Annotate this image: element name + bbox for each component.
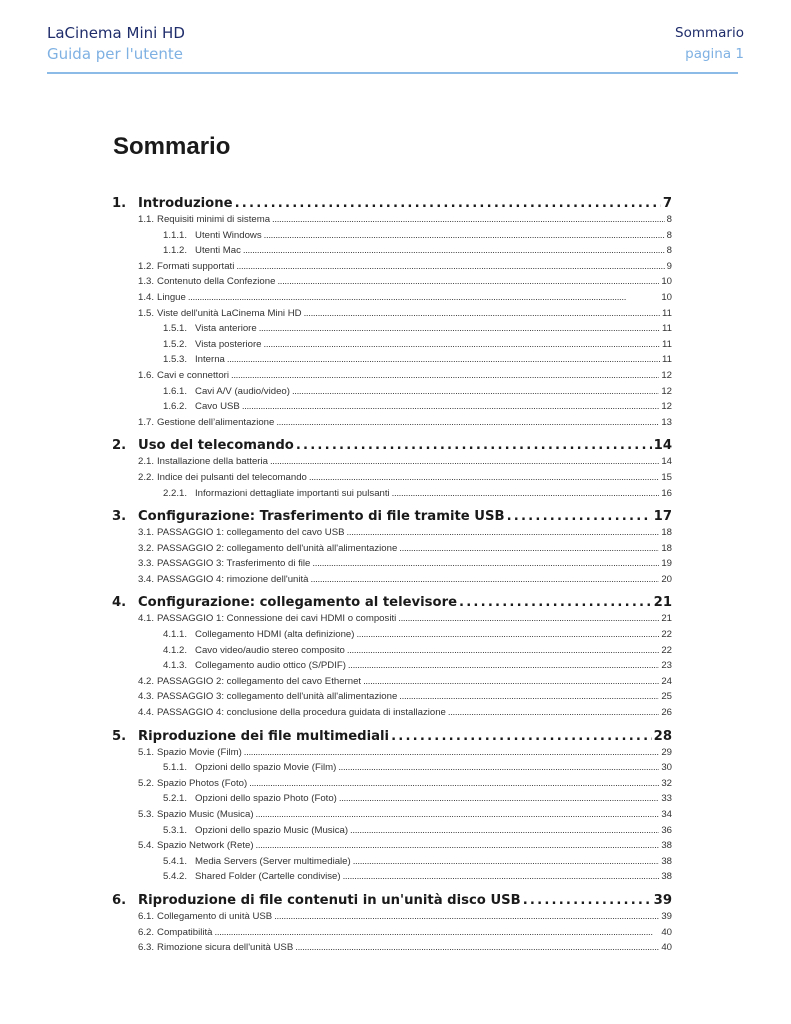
toc-entry-title: Riproduzione di file contenuti in un'unità disco USB	[138, 892, 521, 908]
toc-entry[interactable]	[112, 415, 672, 431]
toc-entry-title: PASSAGGIO 2: collegamento del cavo Ethernet	[157, 675, 362, 687]
toc-entry-page: 11	[662, 323, 672, 335]
toc-dot-leader	[231, 368, 659, 384]
toc-entry-number: 1.5.1.	[163, 323, 188, 335]
toc-entry[interactable]	[112, 384, 672, 400]
toc-dot-leader	[188, 290, 660, 306]
toc-entry-number: 1.5.	[138, 307, 155, 319]
toc-entry-title: Opzioni dello spazio Photo (Foto)	[195, 793, 337, 805]
toc-entry-page: 11	[662, 354, 672, 366]
toc-entry-page: 38	[661, 855, 672, 867]
toc-dot-leader	[272, 212, 665, 228]
toc-entry-page: 8	[666, 229, 672, 241]
toc-entry-title: Utenti Mac	[195, 245, 241, 257]
toc-entry-number: 1.1.2.	[163, 245, 188, 257]
toc-entry[interactable]	[112, 259, 672, 275]
header-product-name: LaCinema Mini HD	[47, 24, 185, 42]
toc-entry-page: 11	[662, 338, 672, 350]
toc-entry-title: PASSAGGIO 1: Connessione dei cavi HDMI o compositi	[157, 613, 397, 625]
toc-entry[interactable]	[112, 643, 672, 659]
toc-dot-leader	[399, 541, 659, 557]
toc-entry-number: 5.2.1.	[163, 793, 188, 805]
toc-entry[interactable]	[112, 611, 672, 627]
toc-entry-page: 21	[661, 613, 672, 625]
toc-entry-page: 28	[653, 728, 672, 744]
toc-dot-leader	[244, 745, 660, 761]
toc-entry-title: PASSAGGIO 1: collegamento del cavo USB	[157, 527, 345, 539]
toc-entry-page: 12	[661, 385, 672, 397]
toc-entry[interactable]	[112, 838, 672, 854]
toc-chapter-entry[interactable]	[112, 595, 672, 611]
toc-entry-number: 1.4.	[138, 291, 155, 303]
toc-entry-number: 2.	[112, 438, 127, 454]
toc-entry-title: Opzioni dello spazio Music (Musica)	[195, 824, 349, 836]
toc-entry-title: Viste dell'unità LaCinema Mini HD	[157, 307, 302, 319]
toc-entry-title: PASSAGGIO 4: rimozione dell'unità	[157, 573, 309, 585]
toc-entry-number: 6.	[112, 892, 127, 908]
toc-entry-number: 3.1.	[138, 527, 155, 539]
toc-entry-page: 8	[666, 245, 672, 257]
toc-entry[interactable]	[112, 556, 672, 572]
toc-entry-number: 3.3.	[138, 558, 155, 570]
toc-entry-title: Compatibilità	[157, 926, 213, 938]
toc-dot-leader	[235, 196, 661, 212]
toc-entry-title: PASSAGGIO 4: conclusione della procedura guidata di installazione	[157, 707, 446, 719]
toc-entry-number: 6.3.	[138, 942, 155, 954]
toc-entry-page: 8	[666, 214, 672, 225]
toc-entry[interactable]	[112, 228, 672, 244]
toc-entry-page: 19	[661, 558, 672, 570]
toc-entry-number: 4.2.	[138, 675, 155, 687]
toc-entry-page: 21	[653, 595, 672, 611]
toc-chapter-entry[interactable]	[112, 509, 672, 525]
toc-entry-page: 40	[661, 942, 672, 954]
toc-entry-page: 22	[661, 629, 672, 641]
toc-entry[interactable]	[112, 572, 672, 588]
toc-entry[interactable]	[112, 869, 672, 885]
toc-entry-page: 13	[661, 416, 672, 428]
toc-entry-page: 40	[661, 926, 672, 938]
toc-entry-title: Lingue	[157, 291, 186, 303]
toc-entry-title: Utenti Windows	[195, 229, 262, 241]
header-page-number: pagina 1	[685, 46, 744, 62]
toc-entry-number: 1.5.2.	[163, 338, 188, 350]
toc-entry-title: Configurazione: Trasferimento di file tramite USB	[138, 509, 505, 525]
toc-entry-page: 24	[661, 675, 672, 687]
toc-entry[interactable]	[112, 274, 672, 290]
toc-entry-page: 38	[661, 840, 672, 852]
toc-entry-page: 12	[661, 369, 672, 381]
toc-entry[interactable]	[112, 909, 672, 925]
toc-entry-title: Cavi e connettori	[157, 369, 230, 381]
toc-entry[interactable]	[112, 925, 672, 941]
toc-dot-leader	[264, 337, 661, 353]
toc-entry-title: Cavo USB	[195, 401, 240, 413]
toc-entry-page: 14	[661, 456, 672, 468]
toc-dot-leader	[304, 306, 660, 322]
toc-entry-title: Introduzione	[138, 196, 233, 211]
toc-entry[interactable]	[112, 689, 672, 705]
toc-chapter-entry[interactable]	[112, 438, 672, 454]
toc-entry-title: Spazio Network (Rete)	[157, 840, 254, 852]
toc-entry-number: 4.1.	[138, 613, 155, 625]
toc-dot-leader	[343, 869, 660, 885]
toc-entry[interactable]	[112, 658, 672, 674]
toc-entry-page: 9	[666, 260, 672, 272]
toc-entry-number: 2.2.	[138, 471, 155, 483]
page-title: Sommario	[113, 133, 231, 160]
toc-dot-leader	[448, 705, 659, 721]
toc-entry-page: 22	[661, 644, 672, 656]
toc-dot-leader	[214, 925, 659, 941]
toc-entry-title: Cavi A/V (audio/video)	[195, 385, 290, 397]
toc-entry[interactable]	[112, 243, 672, 259]
toc-entry-number: 1.2.	[138, 260, 155, 272]
toc-entry-title: Gestione dell’alimentazione	[157, 416, 275, 428]
toc-entry-page: 39	[661, 910, 672, 922]
toc-entry-page: 18	[661, 527, 672, 539]
toc-entry-number: 5.4.2.	[163, 871, 188, 883]
toc-dot-leader	[259, 321, 660, 337]
toc-dot-leader	[292, 384, 659, 400]
toc-entry-number: 1.7.	[138, 416, 155, 428]
toc-dot-leader	[350, 823, 659, 839]
toc-entry-page: 15	[661, 471, 672, 483]
toc-entry-number: 3.	[112, 509, 127, 525]
toc-entry[interactable]	[112, 627, 672, 643]
toc-entry-number: 1.6.1.	[163, 385, 188, 397]
toc-dot-leader	[339, 791, 659, 807]
toc-dot-leader	[391, 729, 652, 745]
toc-entry-page: 14	[653, 438, 672, 454]
table-of-contents	[112, 196, 672, 956]
toc-entry-number: 1.	[112, 196, 127, 211]
toc-dot-leader	[356, 627, 659, 643]
toc-entry-page: 39	[653, 892, 672, 908]
header-guide-title: Guida per l'utente	[47, 45, 183, 63]
toc-entry[interactable]	[112, 306, 672, 322]
toc-dot-leader	[347, 525, 660, 541]
toc-entry-page: 10	[661, 291, 672, 303]
toc-dot-leader	[243, 243, 665, 259]
toc-dot-leader	[274, 909, 659, 925]
toc-entry-number: 4.3.	[138, 691, 155, 703]
toc-entry-number: 3.2.	[138, 542, 155, 554]
toc-entry-title: Collegamento HDMI (alta definizione)	[195, 629, 355, 641]
toc-entry-page: 34	[661, 809, 672, 820]
toc-dot-leader	[296, 438, 652, 454]
toc-entry[interactable]	[112, 541, 672, 557]
toc-entry-number: 5.	[112, 728, 127, 744]
toc-dot-leader	[270, 454, 659, 470]
toc-entry-title: PASSAGGIO 3: collegamento dell'unità all'alimentazione	[157, 691, 398, 703]
toc-entry-number: 5.1.	[138, 746, 155, 758]
toc-entry-page: 17	[653, 509, 672, 525]
toc-dot-leader	[399, 689, 659, 705]
toc-entry-number: 1.3.	[138, 276, 155, 288]
toc-entry-number: 1.6.	[138, 369, 155, 381]
toc-entry-number: 5.3.1.	[163, 824, 188, 836]
toc-entry-number: 2.1.	[138, 456, 155, 468]
toc-entry[interactable]	[112, 525, 672, 541]
toc-dot-leader	[277, 274, 659, 290]
toc-dot-leader	[353, 854, 660, 870]
toc-entry-title: Vista posteriore	[195, 338, 262, 350]
toc-entry-page: 16	[661, 487, 672, 499]
toc-dot-leader	[242, 399, 660, 415]
toc-entry-number: 4.4.	[138, 707, 155, 719]
toc-entry-title: Collegamento audio ottico (S/PDIF)	[195, 660, 346, 672]
toc-entry-page: 20	[661, 573, 672, 585]
toc-dot-leader	[256, 838, 660, 854]
toc-entry[interactable]	[112, 705, 672, 721]
toc-entry[interactable]	[112, 321, 672, 337]
toc-entry-number: 6.2.	[138, 926, 155, 938]
toc-entry-number: 4.1.1.	[163, 629, 188, 641]
toc-dot-leader	[256, 807, 660, 823]
toc-dot-leader	[236, 259, 664, 275]
toc-entry-title: Configurazione: collegamento al televisore	[138, 595, 458, 611]
toc-entry-page: 33	[661, 793, 672, 805]
header-divider	[47, 72, 738, 74]
toc-dot-leader	[264, 228, 665, 244]
toc-entry-page: 23	[661, 660, 672, 672]
toc-entry-title: Contenuto della Confezione	[157, 276, 276, 288]
toc-dot-leader	[348, 658, 659, 674]
toc-dot-leader	[309, 470, 659, 486]
toc-entry[interactable]	[112, 486, 672, 502]
toc-entry-number: 4.	[112, 595, 127, 611]
toc-entry-page: 36	[661, 824, 672, 836]
toc-dot-leader	[312, 556, 659, 572]
toc-dot-leader	[276, 415, 659, 431]
toc-entry[interactable]	[112, 290, 672, 306]
toc-entry-number: 2.2.1.	[163, 487, 188, 499]
toc-entry-title: Vista anteriore	[195, 323, 257, 335]
toc-entry-number: 4.1.2.	[163, 644, 188, 656]
toc-entry-title: PASSAGGIO 3: Trasferimento di file	[157, 558, 311, 570]
toc-entry[interactable]	[112, 940, 672, 956]
toc-entry-title: Formati supportati	[157, 260, 235, 272]
toc-entry-number: 5.1.1.	[163, 762, 188, 774]
toc-entry[interactable]	[112, 337, 672, 353]
toc-entry-number: 6.1.	[138, 910, 155, 922]
toc-dot-leader	[398, 611, 659, 627]
toc-entry[interactable]	[112, 470, 672, 486]
toc-entry[interactable]	[112, 212, 672, 228]
toc-entry[interactable]	[112, 674, 672, 690]
toc-entry[interactable]	[112, 399, 672, 415]
toc-entry-title: Shared Folder (Cartelle condivise)	[195, 871, 341, 883]
toc-entry[interactable]	[112, 807, 672, 823]
toc-entry[interactable]	[112, 791, 672, 807]
toc-entry-title: Cavo video/audio stereo composito	[195, 644, 345, 656]
toc-entry-title: Spazio Music (Musica)	[157, 809, 254, 820]
toc-entry-title: Opzioni dello spazio Movie (Film)	[195, 762, 337, 774]
toc-dot-leader	[363, 674, 659, 690]
toc-entry-title: Spazio Movie (Film)	[157, 746, 242, 758]
toc-entry[interactable]	[112, 854, 672, 870]
toc-entry-title: Requisiti minimi di sistema	[157, 214, 271, 225]
toc-entry-page: 18	[661, 542, 672, 554]
toc-dot-leader	[507, 509, 652, 525]
toc-entry-title: Installazione della batteria	[157, 456, 268, 468]
toc-entry-page: 10	[661, 276, 672, 288]
toc-entry-page: 12	[661, 401, 672, 413]
toc-entry-page: 29	[661, 746, 672, 758]
toc-entry-page: 25	[661, 691, 672, 703]
toc-entry[interactable]	[112, 745, 672, 761]
toc-chapter-entry[interactable]	[112, 893, 672, 909]
toc-entry[interactable]	[112, 760, 672, 776]
toc-chapter-entry[interactable]	[112, 196, 672, 212]
toc-dot-leader	[392, 486, 660, 502]
header-section: Sommario	[675, 25, 744, 41]
toc-dot-leader	[249, 776, 659, 792]
toc-entry-number: 3.4.	[138, 573, 155, 585]
toc-entry[interactable]	[112, 368, 672, 384]
toc-entry-page: 26	[661, 707, 672, 719]
toc-entry-page: 32	[661, 777, 672, 789]
toc-entry-title: PASSAGGIO 2: collegamento dell'unità all'alimentazione	[157, 542, 398, 554]
toc-entry-page: 38	[661, 871, 672, 883]
toc-entry-title: Rimozione sicura dell'unità USB	[157, 942, 294, 954]
toc-entry-page: 11	[662, 307, 672, 319]
toc-entry-title: Interna	[195, 354, 225, 366]
toc-entry-number: 1.6.2.	[163, 401, 188, 413]
toc-entry-number: 5.4.	[138, 840, 155, 852]
toc-entry[interactable]	[112, 454, 672, 470]
toc-entry-title: Media Servers (Server multimediale)	[195, 855, 351, 867]
toc-entry-number: 5.3.	[138, 809, 155, 820]
toc-dot-leader	[523, 893, 652, 909]
toc-entry[interactable]	[112, 776, 672, 792]
toc-entry-number: 5.4.1.	[163, 855, 188, 867]
toc-entry-number: 1.1.	[138, 214, 155, 225]
toc-entry-title: Informazioni dettagliate importanti sui pulsanti	[195, 487, 390, 499]
toc-entry-title: Collegamento di unità USB	[157, 910, 273, 922]
toc-entry-number: 1.5.3.	[163, 354, 188, 366]
toc-entry-number: 1.1.1.	[163, 229, 188, 241]
toc-entry[interactable]	[112, 823, 672, 839]
toc-dot-leader	[459, 595, 652, 611]
toc-dot-leader	[347, 643, 659, 659]
toc-entry-page: 30	[661, 762, 672, 774]
toc-entry[interactable]	[112, 352, 672, 368]
toc-chapter-entry[interactable]	[112, 729, 672, 745]
toc-dot-leader	[227, 352, 660, 368]
toc-entry-number: 4.1.3.	[163, 660, 188, 672]
toc-entry-title: Riproduzione dei file multimediali	[138, 728, 390, 744]
toc-entry-title: Spazio Photos (Foto)	[157, 777, 248, 789]
toc-dot-leader	[311, 572, 660, 588]
toc-entry-title: Indice dei pulsanti del telecomando	[157, 471, 307, 483]
toc-entry-page: 7	[662, 196, 672, 211]
toc-entry-title: Uso del telecomando	[138, 438, 294, 454]
toc-dot-leader	[295, 940, 659, 956]
toc-entry-number: 5.2.	[138, 777, 155, 789]
toc-dot-leader	[338, 760, 659, 776]
